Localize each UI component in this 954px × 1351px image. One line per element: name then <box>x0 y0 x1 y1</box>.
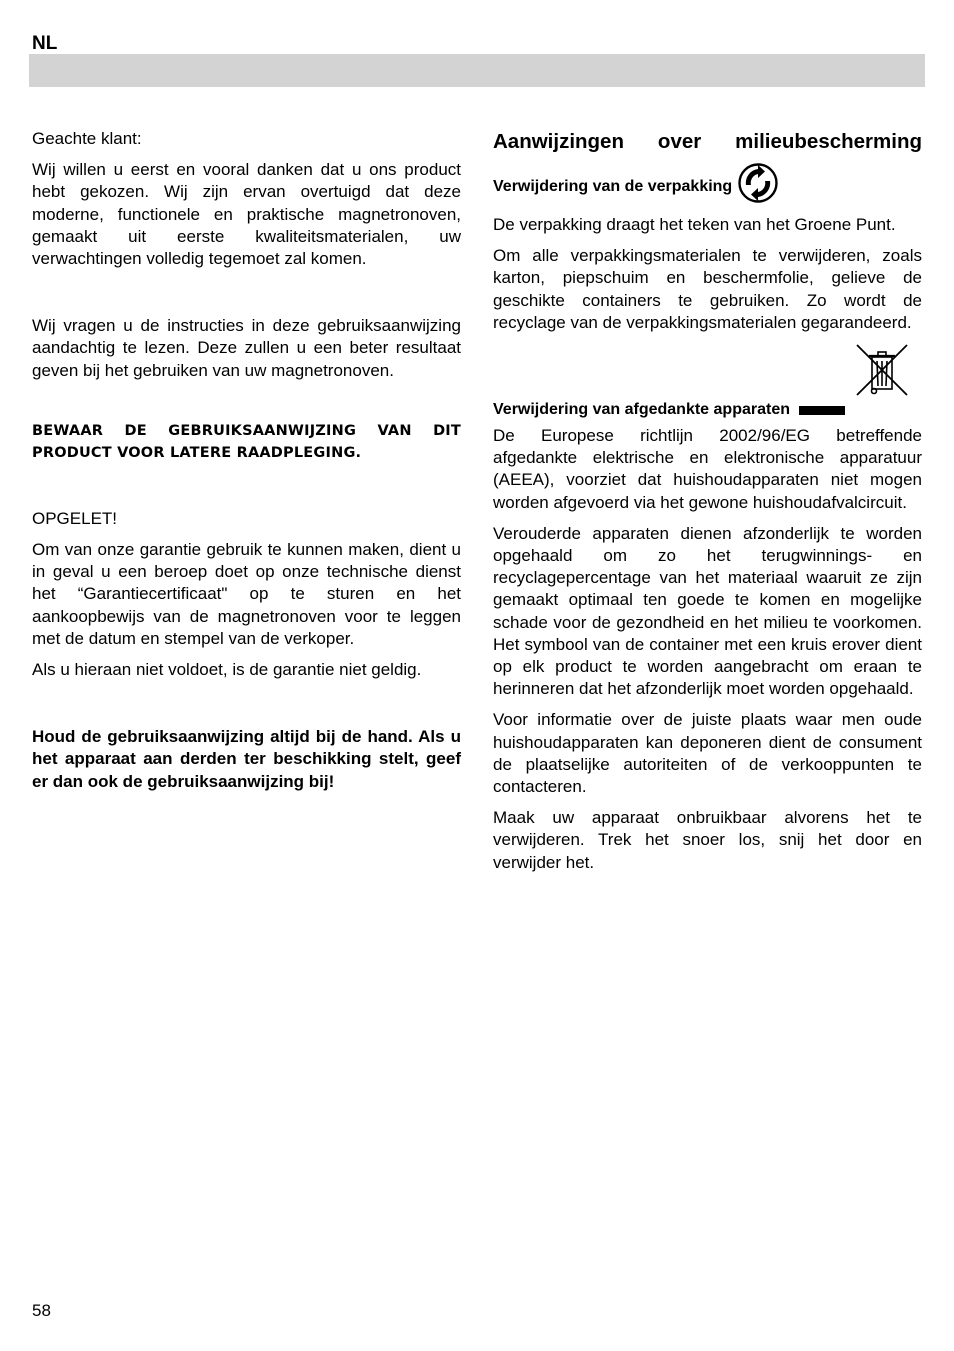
intro-paragraph: Wij willen u eerst en vooral danken dat u ons product hebt gekozen. Wij zijn ervan overtuigd dat deze moderne, functionele en praktische magnetronoven, gemaakt uit eerste kwaliteitsmaterialen, uw verwachtingen volledig tegemoet zal komen. <box>32 160 461 269</box>
local-authorities-paragraph: Voor informatie over de juiste plaats waar men oude huishoudapparaten kan deponeren dient de consument de plaatselijke autoriteiten of de verkooppunten te contacteren. <box>493 710 922 797</box>
make-unusable-paragraph: Maak uw apparaat onbruikbaar alvorens het te verwijderen. Trek het snoer los, snij het door en verwijder het. <box>493 808 922 872</box>
greeting: Geachte klant: <box>32 129 142 148</box>
attention-heading: OPGELET! <box>32 508 118 528</box>
page-number: 58 <box>32 1301 51 1320</box>
packaging-containers-paragraph: Om alle verpakkingsmaterialen te verwijderen, zoals karton, piepschuim en beschermfolie, gelieve de geschikte containers te gebruiken. Zo wordt de recyclage van de verpakkingsmaterialen gegarandeerd. <box>493 246 922 332</box>
keep-at-hand-paragraph: Houd de gebruiksaanwijzing altijd bij de hand. Als u het apparaat aan derden ter beschikking stelt, geef er dan ook de gebruiksaanwijzing bij! <box>32 727 461 791</box>
warranty-paragraph: Om van onze garantie gebruik te kunnen maken, dient u in geval u een beroep doet op onze technische dienst het “Garantiecertificaat" op te sturen en het aankoopbewijs van de magnetronoven voor te leggen met de datum en stempel van de verkoper. <box>32 540 461 648</box>
instructions-paragraph: Wij vragen u de instructies in deze gebruiksaanwijzing aandachtig te lezen. Deze zullen u een beter resultaat geven bij het gebruiken van uw magnetronoven. <box>32 316 461 380</box>
language-code: NL <box>32 33 58 54</box>
header-bar <box>29 54 925 87</box>
packaging-disposal-label: Verwijdering van de verpakking <box>493 177 733 195</box>
right-column <box>493 128 922 883</box>
crossed-bin-icon <box>854 343 910 403</box>
packaging-disposal-heading <box>493 163 922 210</box>
weee-directive-paragraph: De Europese richtlijn 2002/96/EG betreffende afgedankte elektrische en elektronische apparatuur (AEEA), voorziet dat huishoudapparaten niet mogen worden afgevoerd via het gewone huishoudafvalcircuit. <box>493 426 922 512</box>
warranty-invalid-paragraph: Als u hieraan niet voldoet, is de garantie niet geldig. <box>32 660 422 680</box>
green-dot-icon <box>738 163 778 210</box>
environment-title: Aanwijzingen over milieubescherming <box>493 130 922 153</box>
appliance-disposal-label: Verwijdering van afgedankte apparaten <box>493 401 790 419</box>
green-dot-paragraph: De verpakking draagt het teken van het Groene Punt. <box>493 215 896 234</box>
keep-manual-warning: BEWAAR DE GEBRUIKSAANWIJZING VAN DIT PRODUCT VOOR LATERE RAADPLEGING. <box>32 422 461 461</box>
weee-bar-icon <box>799 406 845 415</box>
separate-collection-paragraph: Verouderde apparaten dienen afzonderlijk te worden opgehaald om zo het terugwinnings- en recyclagepercentage van het materiaal waaruit ze zijn gemaakt optimaal ten goede te komen en mogelijke schade voor de gezondheid en het milieu te voorkomen. Het symbool van de container met een kruis erover dient op elk product te worden aangebracht om eraan te herinneren dat het afzonderlijk moet worden opgehaald. <box>493 523 922 699</box>
left-column <box>32 128 461 802</box>
weee-symbol-area <box>493 343 922 399</box>
